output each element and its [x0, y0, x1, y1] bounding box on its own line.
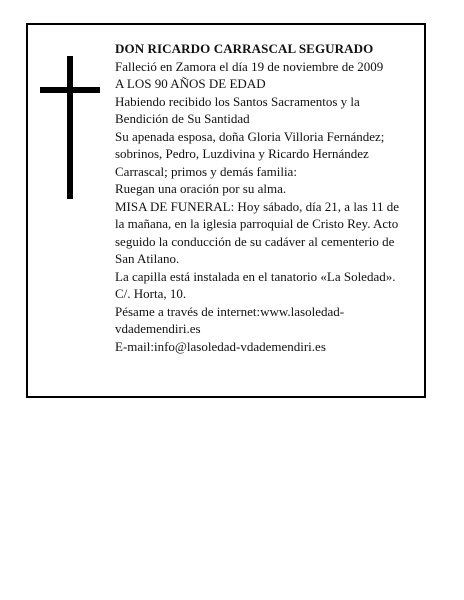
sacraments-line: Habiendo recibido los Santos Sacramentos y la — [115, 93, 360, 109]
condolences-web-line-2: vdademendiri.es — [115, 321, 201, 336]
notice-text — [115, 40, 418, 355]
family-line-1: Su apenada esposa, doña Gloria Villoria Fernández; — [115, 128, 385, 144]
cross-vertical-bar — [67, 56, 73, 199]
funeral-mass-line-4: San Atilano. — [115, 251, 180, 266]
funeral-mass-line-2: la mañana, en la iglesia parroquial de Cristo Rey. Acto — [115, 216, 399, 231]
blessing-line: Bendición de Su Santidad — [115, 111, 250, 126]
latin-cross-icon — [40, 56, 100, 199]
deceased-name: DON RICARDO CARRASCAL SEGURADO — [115, 41, 374, 56]
family-line-2: sobrinos, Pedro, Luzdivina y Ricardo Hernández — [115, 146, 369, 161]
age-line: A LOS 90 AÑOS DE EDAD — [115, 76, 266, 91]
chapel-line-1: La capilla está instalada en el tanatorio «La Soledad». — [115, 268, 396, 284]
funeral-mass-line-1: MISA DE FUNERAL: Hoy sábado, día 21, a las 11 de — [115, 198, 400, 214]
cross-horizontal-bar — [40, 87, 100, 93]
condolences-email: E-mail:info@lasoledad-vdademendiri.es — [115, 338, 326, 354]
condolences-web-line-1: Pésame a través de internet:www.lasoledad- — [115, 303, 345, 319]
chapel-address: C/. Horta, 10. — [115, 286, 187, 301]
funeral-mass-line-3: seguido la conducción de su cadáver al cementerio de — [115, 233, 395, 249]
obituary-notice — [26, 23, 426, 398]
death-date-line: Falleció en Zamora el día 19 de noviembre de 2009 — [115, 58, 384, 74]
family-line-3: Carrascal; primos y demás familia: — [115, 163, 297, 179]
prayer-request-line: Ruegan una oración por su alma. — [115, 181, 287, 196]
